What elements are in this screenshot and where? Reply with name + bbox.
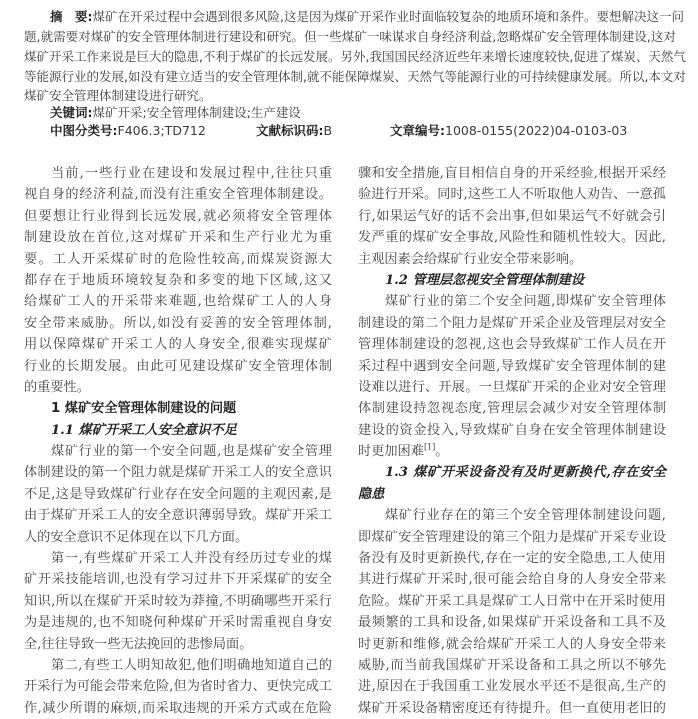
line-text: 的重要性。 [24, 379, 90, 395]
abstract-line [50, 7, 684, 27]
abstract-line: 煤矿安全管理体制建设进行研究。 [24, 88, 212, 103]
line-text: 危险。煤矿开采工具是煤矿工人日常中在开采时使用 [358, 593, 666, 609]
text-line [24, 527, 332, 548]
line-text: 作,减少所谓的麻烦,而采取违规的开采方式或在危险 [24, 700, 332, 716]
text-line [358, 206, 666, 227]
line-text: 安全带来威胁。所以,如没有妥善的安全管理体制, [24, 315, 332, 331]
line-text: 1.1 煤矿开采工人安全意识不足 [51, 422, 237, 438]
paragraph [358, 291, 666, 462]
classification-number [50, 122, 206, 140]
text-line [24, 227, 332, 248]
text-line [358, 227, 666, 248]
text-line [358, 612, 666, 633]
text-line [358, 462, 666, 483]
line-text: 但要想让行业得到长远发展,就必须将安全管理体 [24, 208, 332, 224]
line-text: 煤矿行业的第一个安全问题,也是煤矿安全管理 [51, 444, 332, 460]
text-line [358, 548, 666, 569]
paragraph [24, 441, 332, 548]
line-text: 设难以进行、开展。一旦煤矿开采的企业对安全管理 [358, 379, 666, 395]
line-text: 给煤矿工人的开采带来难题,也给煤矿工人的人身 [24, 294, 332, 310]
body-column-right [358, 163, 666, 719]
abstract-label: 摘 要: [50, 9, 93, 24]
text-line [24, 591, 332, 612]
document-code [256, 122, 332, 140]
text-line [24, 313, 332, 334]
subsection-heading [24, 420, 332, 441]
line-text: 要。工人开采煤矿时的危险性较高,而煤炭资源大 [24, 251, 332, 267]
text-line [358, 313, 666, 334]
line-text: 都存在于地质环境较复杂和多变的地下区域,这又 [24, 272, 332, 288]
article-number [390, 122, 627, 140]
line-text: 发严重的煤矿安全事故,风险性和随机性较大。因此, [358, 230, 666, 246]
text-line [24, 569, 332, 590]
document-code-value: B [323, 123, 333, 138]
classification-value: F406.3;TD712 [117, 123, 206, 138]
text-line [358, 377, 666, 398]
text-line [24, 612, 332, 633]
line-text: 煤矿行业存在的第三个安全管理体制建设问题, [385, 508, 666, 524]
line-text: 管理体制建设的忽视,这也会导致煤矿工作人员在开 [358, 337, 666, 353]
text-line [358, 270, 666, 291]
line-tail: 。 [435, 444, 449, 460]
line-text: 由于煤矿开采工人的安全意识薄弱导致。煤矿开采工 [24, 508, 332, 524]
line-text: 制建设的第二个阻力是煤矿开采企业及管理层对安全 [358, 315, 666, 331]
line-text: 知识,所以在煤矿开采时较为莽撞,不明确哪些开采行 [24, 593, 332, 609]
text-line [24, 441, 332, 462]
text-line [24, 356, 332, 377]
subsection-heading [358, 270, 666, 291]
abstract-line: 煤矿开采工作来说是巨大的隐患,不利于煤矿的长远发展。另外,我国国民经济近些年来增长速度较快,促进了煤炭、天然气 [24, 49, 686, 64]
text-line [358, 569, 666, 590]
line-text: 1.3 煤矿开采设备没有及时更新换代,存在安全 [385, 465, 666, 481]
text-line [24, 334, 332, 355]
line-text: 煤矿行业的第二个安全问题,即煤矿安全管理体 [385, 294, 666, 310]
text-line [24, 634, 332, 655]
line-text: 第二,有些工人明知故犯,他们明确地知道自己的 [51, 657, 332, 673]
line-text: 主观因素会给煤矿行业安全带来影响。 [358, 251, 583, 267]
keywords [50, 104, 301, 122]
line-text: 最频繁的工具和设备,如果煤矿开采设备和工具不及 [358, 615, 666, 631]
keywords-value: 煤矿开采;安全管理体制建设;生产建设 [92, 105, 301, 120]
line-text: 当前,一些行业在建设和发展过程中,往往只重 [51, 166, 332, 181]
paragraph [24, 548, 332, 655]
line-text: 矿开采技能培训,也没有学习过井下开采煤矿的安全 [24, 572, 332, 588]
line-text: 1.2 管理层忽视安全管理体制建设 [385, 272, 584, 288]
text-line [358, 505, 666, 526]
text-line [24, 270, 332, 291]
text-line [358, 441, 666, 462]
text-line [358, 291, 666, 312]
line-text: 煤矿开采设备精密度还有待提升。但一直使用老旧的 [358, 700, 666, 716]
text-line [358, 398, 666, 419]
text-line [24, 505, 332, 526]
text-line [358, 420, 666, 441]
line-text: 开采行为可能会带来危险,但为省时省力、更快完成工 [24, 679, 332, 695]
text-line [24, 163, 332, 184]
abstract-line: 题,就需要对煤矿的安全管理体制进行建设和研究。但一些煤矿一味谋求自身经济利益,忽略煤矿安全管理体制建设,这对 [24, 29, 676, 44]
text-line [24, 291, 332, 312]
line-text: 骤和安全措施,盲目相信自身的开采经验,根据开采经 [358, 166, 666, 181]
line-text: 隐患 [358, 486, 385, 502]
text-line [358, 591, 666, 612]
line-text: 威胁,而当前我国煤矿开采设备和工具之所以不够先 [358, 657, 666, 673]
line-text: 行业的长期发展。由此可见建设煤矿安全管理体制 [24, 358, 332, 374]
line-text: 第一,有些煤矿开采工人并没有经历过专业的煤 [51, 551, 332, 567]
abstract-line: 等能源行业的发展,如没有建立适当的安全管理体制,就不能保障煤炭、天然气等能源行业的可持续健康发展。所以,本文对 [24, 69, 686, 84]
text-line [24, 548, 332, 569]
text-line [358, 356, 666, 377]
line-text: 进,原因在于我国重工业发展水平还不是很高,生产的 [358, 679, 666, 695]
abstract-text: 煤矿在开采过程中会遇到很多风险,这是因为煤矿开采作业时面临较复杂的地质环境和条件。要想解决这一问 [92, 9, 684, 24]
text-line [24, 676, 332, 697]
text-line [24, 484, 332, 505]
line-text: 制建设放在首位,这对煤矿开采和生产行业尤为重 [24, 230, 332, 246]
text-line [24, 377, 332, 398]
line-text: 全,往往导致一些无法挽回的悲惨局面。 [24, 636, 253, 652]
text-line [24, 462, 332, 483]
line-text: 不足,这是导致煤矿行业存在安全问题的主观因素,是 [24, 486, 332, 502]
text-line [24, 655, 332, 676]
document-code-label: 文献标识码: [256, 123, 324, 138]
keywords-label: 关键词: [50, 105, 93, 120]
text-line [358, 484, 666, 505]
classification-label: 中图分类号: [50, 123, 118, 138]
subsection-heading [358, 462, 666, 505]
line-text: 时更新和维修,就会给煤矿开采工人的人身安全带来 [358, 636, 666, 652]
text-line [358, 698, 666, 719]
text-line [24, 398, 332, 419]
paragraph [358, 163, 666, 270]
article-number-value: 1008-0155(2022)04-0103-03 [445, 123, 628, 138]
line-text: 建设的资金投入,导致煤矿自身在安全管理体制建设 [358, 422, 666, 438]
line-text: 为是违规的,也不知晓何种煤矿开采时需重视自身安 [24, 615, 332, 631]
text-line [24, 249, 332, 270]
line-text: 体制建设持忽视态度,管理层会减少对安全管理体制 [358, 401, 666, 417]
paragraph [24, 655, 332, 719]
text-line [358, 676, 666, 697]
line-text: 验进行开采。同时,这些工人不听取他人劝告、一意孤 [358, 187, 666, 203]
text-line [358, 634, 666, 655]
line-text: 1 煤矿安全管理体制建设的问题 [51, 401, 237, 417]
citation-marker: [1] [423, 442, 436, 452]
text-line [24, 420, 332, 441]
text-line [358, 655, 666, 676]
paragraph [24, 163, 332, 398]
article-number-label: 文章编号: [390, 123, 445, 138]
text-line [358, 527, 666, 548]
line-text: 体制建设的第一个阻力就是煤矿开采工人的安全意识 [24, 465, 332, 481]
line-text: 其进行煤矿开采时,很可能会给自身的人身安全带来 [358, 572, 666, 588]
line-text: 视自身的经济利益,而没有注重安全管理体制建设。 [24, 187, 332, 203]
line-text: 用以保障煤矿开采工人的人身安全,很难实现煤矿 [24, 337, 332, 353]
text-line [358, 249, 666, 270]
body-column-left [24, 163, 332, 719]
text-line [24, 698, 332, 719]
line-text: 采过程中遇到安全问题,导致煤矿安全管理体制的建 [358, 358, 666, 374]
text-line [24, 184, 332, 205]
text-line [358, 334, 666, 355]
text-line [358, 163, 666, 184]
line-text: 备没有及时更新换代,存在一定的安全隐患,工人使用 [358, 551, 666, 567]
section-heading [24, 398, 332, 419]
text-line [358, 184, 666, 205]
line-text: 行,如果运气好的话不会出事,但如果运气不好就会引 [358, 208, 666, 224]
line-text: 即煤矿安全管理建设的第三个阻力是煤矿开采专业设 [358, 529, 666, 545]
line-text: 时更加困难 [358, 444, 424, 460]
text-line [24, 206, 332, 227]
paragraph [358, 505, 666, 719]
line-text: 人的安全意识不足体现在以下几方面。 [24, 529, 249, 545]
